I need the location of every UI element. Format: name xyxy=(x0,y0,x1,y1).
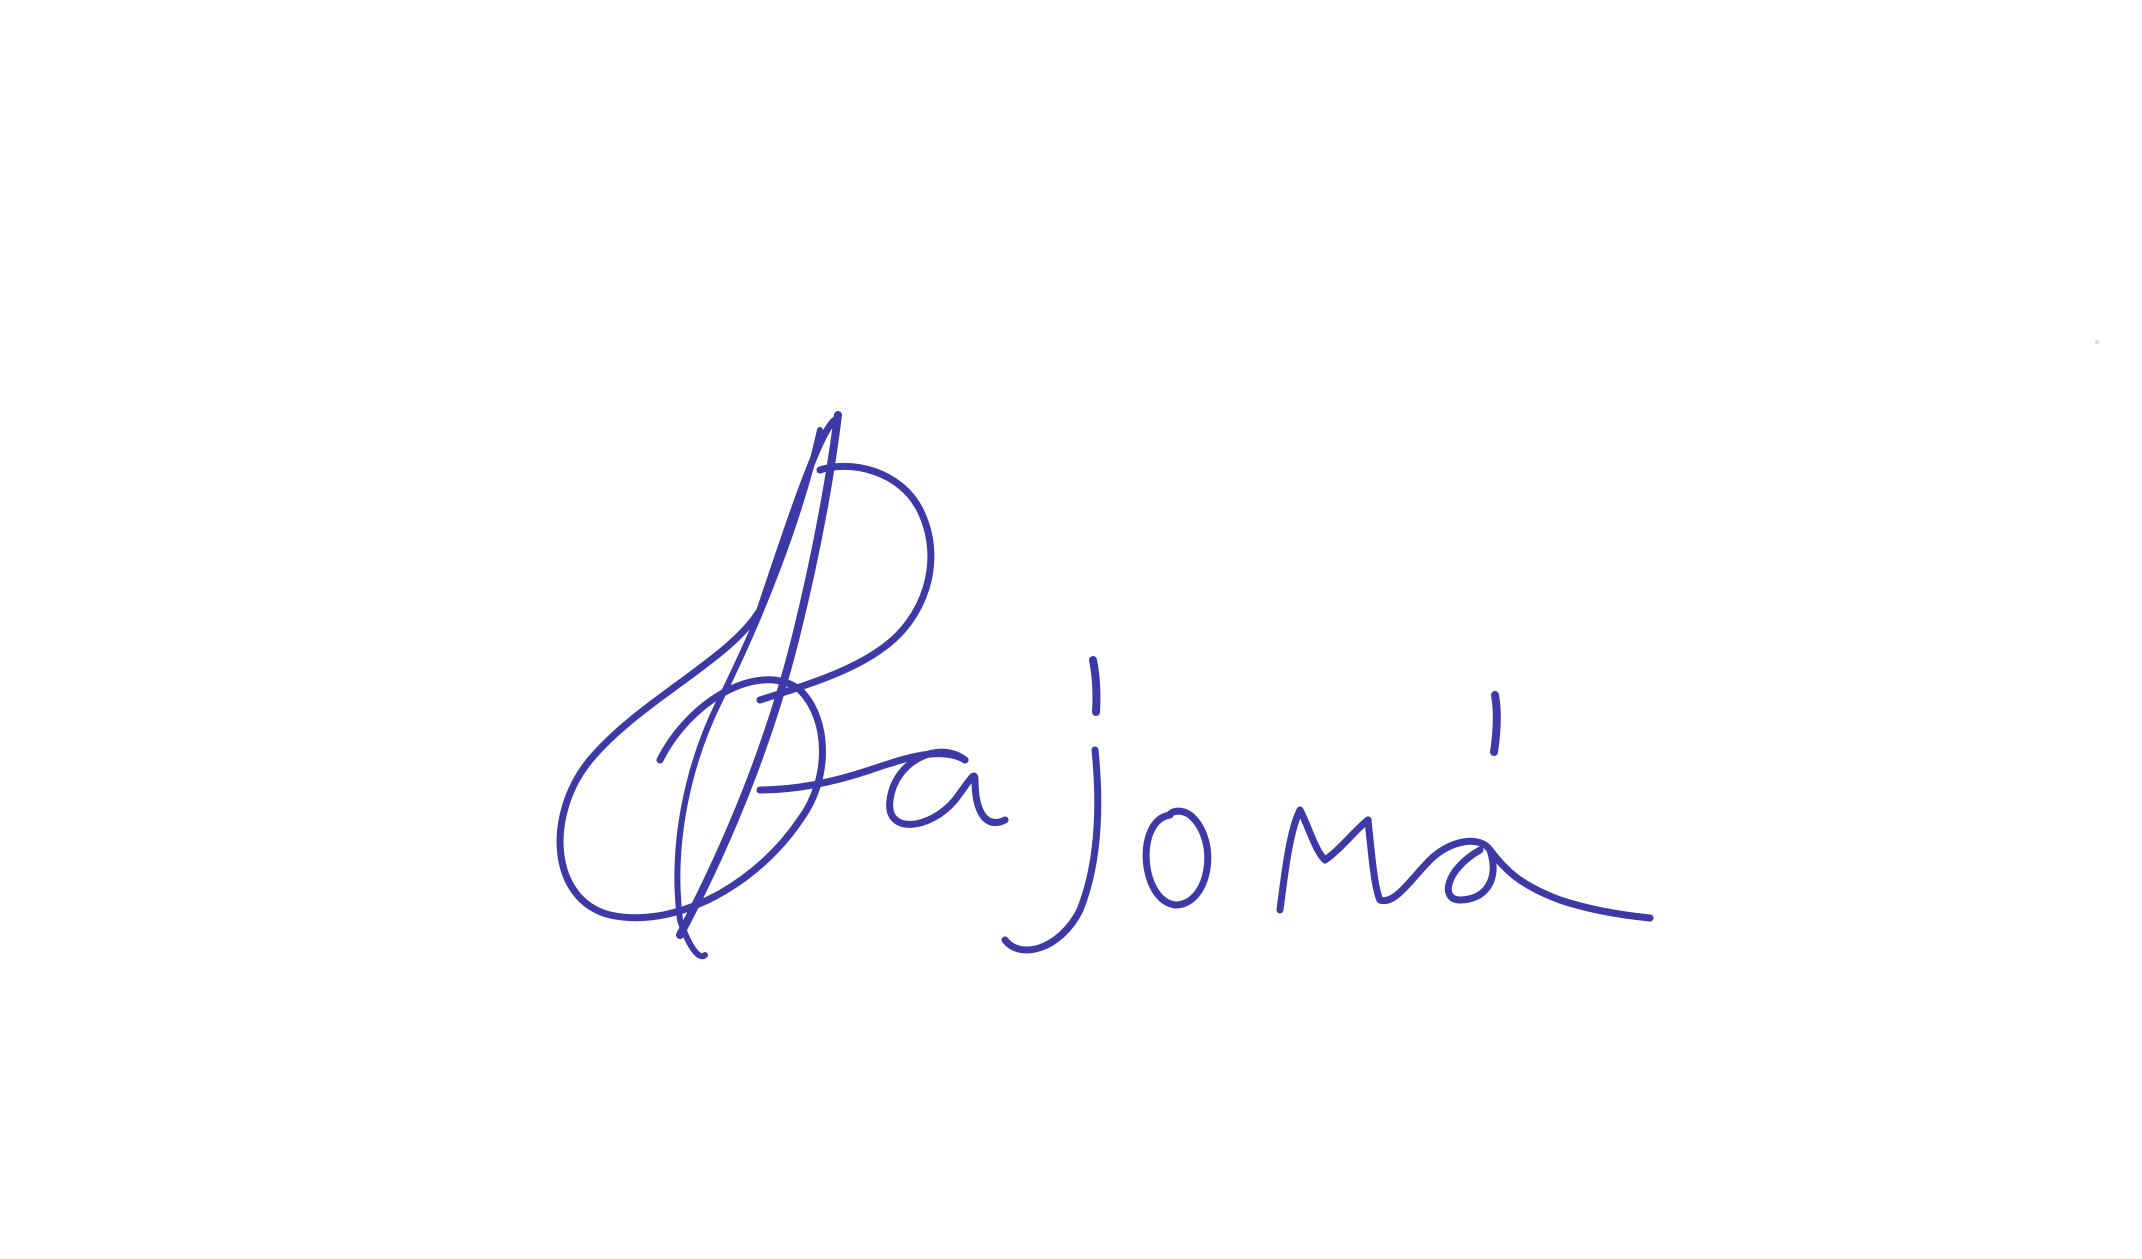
signature-stroke-a xyxy=(890,752,1005,824)
paper-speck xyxy=(2095,340,2099,344)
signature-stroke-r-small xyxy=(1280,810,1368,910)
signature-stroke-tail xyxy=(1490,850,1650,918)
signature-stroke-r-leg xyxy=(760,754,965,790)
signature-stroke-ia xyxy=(1368,820,1493,901)
signature-stroke-j-dot xyxy=(1093,660,1096,712)
signature-stroke-accent xyxy=(1494,695,1497,752)
signature-stroke-j xyxy=(1005,750,1098,950)
signature-stroke-r-stem xyxy=(680,415,838,935)
signature-stroke-o xyxy=(1146,811,1208,905)
signature-stroke-r-loop xyxy=(560,420,835,918)
signature-strokes xyxy=(560,415,1650,956)
